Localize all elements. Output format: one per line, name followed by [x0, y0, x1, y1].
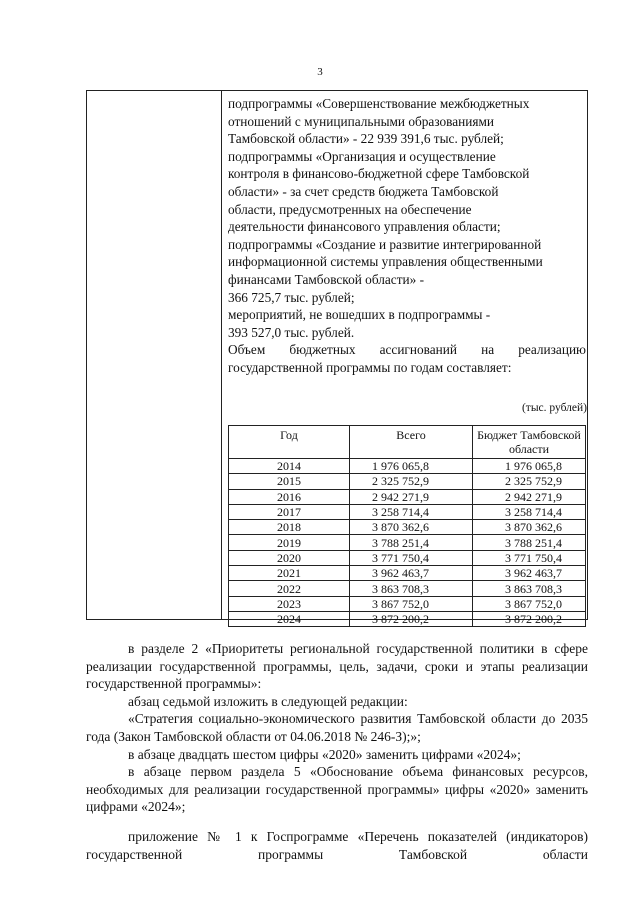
table-row: [229, 611, 586, 626]
passport-table-divider: [221, 90, 222, 620]
table-row: [229, 474, 586, 489]
passport-line: информационной системы управления общественными: [228, 254, 543, 270]
passport-line: подпрограммы «Совершенствование межбюджетных: [228, 96, 530, 111]
passport-line: Объем бюджетных ассигнований на реализацию: [228, 342, 586, 358]
cell-regional: 3 258 714,4: [473, 504, 586, 519]
cell-regional: 3 771 750,4: [473, 550, 586, 565]
cell-year: 2014: [229, 459, 350, 474]
table-row: [229, 535, 586, 550]
passport-line: мероприятий, не вошедших в подпрограммы -: [228, 307, 491, 323]
cell-regional: 3 867 752,0: [473, 596, 586, 611]
paragraph: абзац седьмой изложить в следующей редакции:: [128, 693, 408, 709]
paragraph-spacer: [86, 816, 588, 828]
passport-text: [228, 95, 586, 377]
cell-regional: 2 325 752,9: [473, 474, 586, 489]
cell-year: 2019: [229, 535, 350, 550]
cell-year: 2018: [229, 520, 350, 535]
passport-line: деятельности финансового управления области;: [228, 219, 501, 235]
cell-total: 3 872 200,2: [350, 611, 473, 626]
cell-year: 2017: [229, 504, 350, 519]
cell-total: 3 771 750,4: [350, 550, 473, 565]
page-number: 3: [317, 66, 323, 78]
passport-line: контроля в финансово-бюджетной сфере Тамбовской: [228, 166, 530, 182]
paragraph: в абзаце двадцать шестом цифры «2020» заменить цифрами «2024»;: [128, 746, 521, 762]
unit-label: (тыс. рублей): [521, 402, 587, 414]
passport-line: 366 725,7 тыс. рублей;: [228, 289, 355, 305]
table-row: [229, 504, 586, 519]
header-regional-budget: Бюджет Тамбовской области: [473, 426, 586, 459]
table-header-row: [229, 426, 586, 459]
budget-by-year-table: [228, 425, 586, 627]
cell-regional: 1 976 065,8: [473, 459, 586, 474]
paragraph: «Стратегия социально-экономического развития Тамбовской области до 2035 года (Закон Тамбовской области от 04.06.2018 № 246-З);»;: [86, 711, 588, 744]
cell-total: 2 942 271,9: [350, 489, 473, 504]
passport-line: подпрограммы «Создание и развитие интегрированной: [228, 236, 542, 252]
cell-year: 2023: [229, 596, 350, 611]
passport-line: государственной программы по годам составляет:: [228, 359, 512, 375]
paragraph: в абзаце первом раздела 5 «Обоснование объема финансовых ресурсов, необходимых для реализации государственной программы» цифры «2020» заменить цифрами «2024»;: [86, 764, 588, 815]
passport-line: Тамбовской области» - 22 939 391,6 тыс. рублей;: [228, 131, 504, 147]
table-row: [229, 489, 586, 504]
cell-regional: 3 788 251,4: [473, 535, 586, 550]
body-text: [86, 640, 588, 863]
passport-line: области, предусмотренных на обеспечение: [228, 201, 472, 217]
cell-year: 2022: [229, 581, 350, 596]
cell-year: 2024: [229, 611, 350, 626]
cell-regional: 3 863 708,3: [473, 581, 586, 596]
cell-regional: 3 872 200,2: [473, 611, 586, 626]
cell-total: 3 867 752,0: [350, 596, 473, 611]
cell-total: 3 258 714,4: [350, 504, 473, 519]
header-total: Всего: [350, 426, 473, 459]
cell-regional: 2 942 271,9: [473, 489, 586, 504]
cell-total: 3 962 463,7: [350, 566, 473, 581]
table-row: [229, 520, 586, 535]
table-row: [229, 581, 586, 596]
cell-year: 2021: [229, 566, 350, 581]
passport-line: финансами Тамбовской области» -: [228, 271, 425, 287]
passport-line: отношений с муниципальными образованиями: [228, 113, 495, 129]
cell-total: 3 863 708,3: [350, 581, 473, 596]
cell-year: 2015: [229, 474, 350, 489]
cell-total: 2 325 752,9: [350, 474, 473, 489]
table-row: [229, 550, 586, 565]
header-year: Год: [229, 426, 350, 459]
cell-total: 3 870 362,6: [350, 520, 473, 535]
cell-regional: 3 962 463,7: [473, 566, 586, 581]
paragraph: в разделе 2 «Приоритеты региональной государственной политики в сфере реализации государственной программы, цель, задачи, сроки и этапы реализации государственной программы»:: [86, 641, 588, 692]
cell-total: 1 976 065,8: [350, 459, 473, 474]
cell-year: 2020: [229, 550, 350, 565]
cell-year: 2016: [229, 489, 350, 504]
cell-total: 3 788 251,4: [350, 535, 473, 550]
table-row: [229, 596, 586, 611]
passport-line: области» - за счет средств бюджета Тамбовской: [228, 183, 499, 199]
passport-line: подпрограммы «Организация и осуществление: [228, 148, 496, 164]
table-row: [229, 566, 586, 581]
table-row: [229, 459, 586, 474]
paragraph: приложение № 1 к Госпрограмме «Перечень показателей (индикаторов) государственной программы Тамбовской области: [86, 828, 588, 862]
cell-regional: 3 870 362,6: [473, 520, 586, 535]
passport-line: 393 527,0 тыс. рублей.: [228, 324, 355, 340]
